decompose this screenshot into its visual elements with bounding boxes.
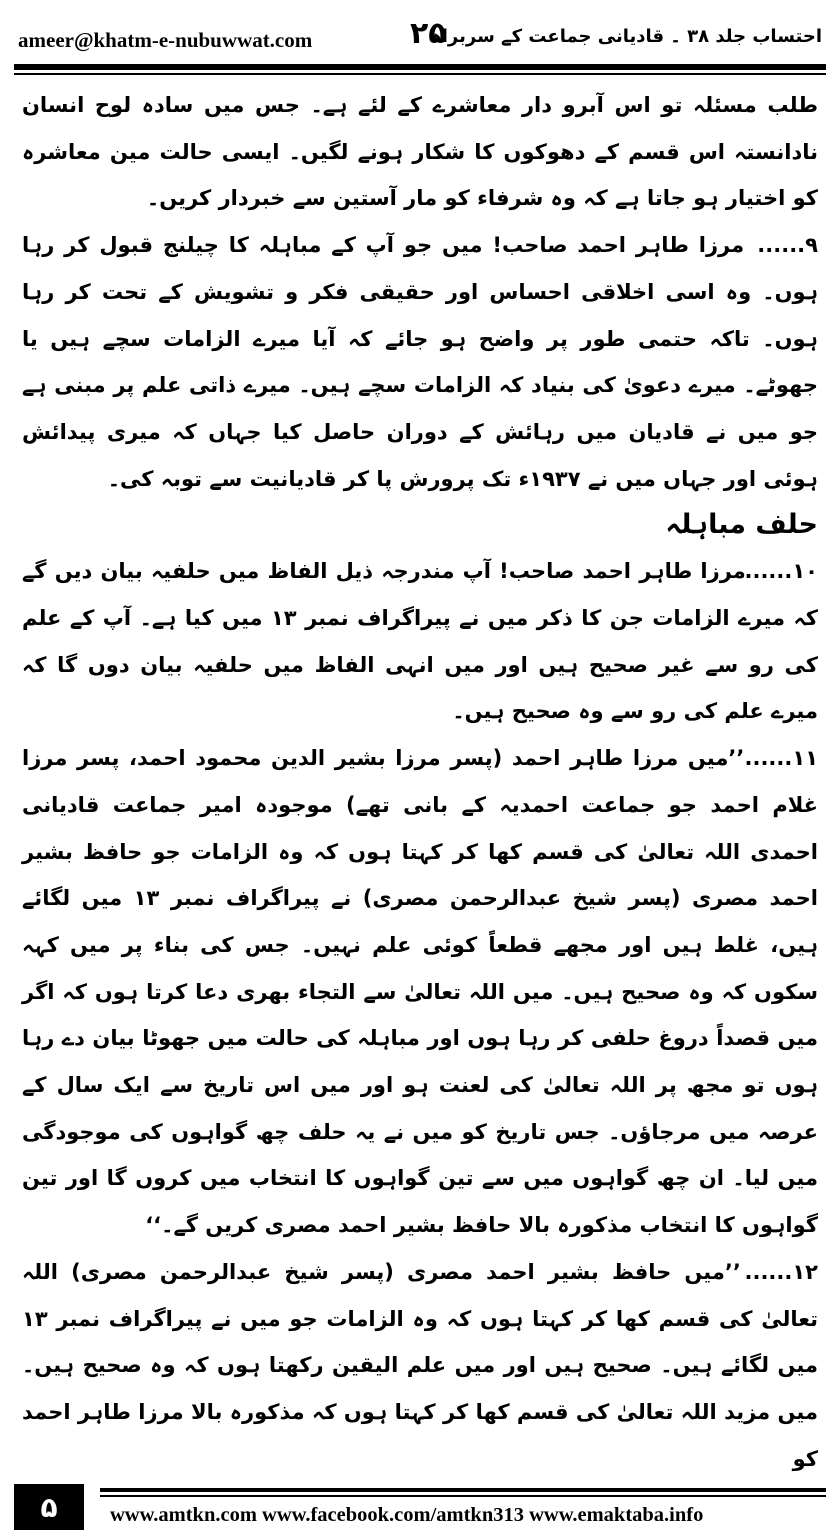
header-rule-thin (14, 73, 826, 75)
page-body (22, 82, 819, 1471)
header-book-title: احتساب جلد ۳۸ ۔ قادیانی جماعت کے سربراہ (431, 26, 822, 47)
page-header (10, 14, 830, 56)
paragraph-item-9 (22, 222, 818, 502)
header-email: ameer@khatm-e-nubuwwat.com (18, 28, 313, 52)
paragraph-item-11 (22, 735, 818, 1249)
header-rule-thick (14, 64, 826, 70)
paragraph-item-12 (22, 1249, 818, 1483)
item-text-10: مرزا طاہر احمد صاحب! آپ مندرجہ ذیل الفاظ میں حلفیہ بیان دیں گے کہ میرے الزامات جن کا ذکر میں نے پیراگراف نمبر ۱۳ میں کیا ہے۔ آپ کے علم کی رو سے غیر صحیح ہیں اور میں انہی الفاظ میں حلفیہ بیان دوں گا کہ میرے علم کی رو سے وہ صحیح ہیں۔ (22, 559, 818, 724)
item-number-12: ۱۲...... (744, 1259, 818, 1284)
item-number-11: ۱۱...... (744, 746, 819, 771)
header-page-number: ۲۵ (410, 16, 447, 51)
paragraph-item-10 (22, 548, 818, 735)
item-text-9: مرزا طاہر احمد صاحب! میں جو آپ کے مباہلہ کا چیلنج قبول کر رہا ہوں۔ وہ اسی اخلاقی احساس اور حقیقی فکر و تشویش کے تحت کر رہا ہوں۔ تاکہ حتمی طور پر واضح ہو جائے کہ آیا میرے الزامات سچے ہیں یا جھوٹے۔ میرے دعویٰ کی بنیاد کہ الزامات سچے ہیں۔ میرے ذاتی علم پر مبنی ہے جو میں نے قادیان میں رہائش کے دوران حاصل کیا جہاں کہ میری پیدائش ہوئی اور جہاں میں نے ۱۹۳۷ء تک پرورش پا کر قادیانیت سے توبہ کی۔ (22, 233, 818, 491)
item-number-9: ۹...... (757, 233, 818, 258)
footer-rule-thick (100, 1488, 826, 1492)
section-heading: حلف مباہلہ (665, 509, 818, 541)
item-text-11: ’’میں مرزا طاہر احمد (پسر مرزا بشیر الدین محمود احمد، پسر مرزا غلام احمد جو جماعت احمدیہ کے بانی تھے) موجودہ امیر جماعت قادیانی احمدی اللہ تعالیٰ کی قسم کھا کر کہتا ہوں کہ وہ الزامات جو حافظ بشیر احمد مصری (پسر شیخ عبدالرحمن مصری) نے پیراگراف نمبر ۱۳ میں لگائے ہیں، غلط ہیں اور مجھے قطعاً کوئی علم نہیں۔ جس کی بناء پر میں کہہ سکوں کہ وہ صحیح ہیں۔ میں اللہ تعالیٰ سے التجاء بھری دعا کرتا ہوں کہ اگر میں قصداً دروغ حلفی کر رہا ہوں اور مباہلہ کی حالت میں جھوٹا بیان دے رہا ہوں تو مجھ پر اللہ تعالیٰ کی لعنت ہو اور میں اس تاریخ سے ایک سال کے عرصہ میں مرجاؤں۔ جس تاریخ کو میں نے یہ حلف چھ گواہوں کی موجودگی میں لیا۔ ان چھ گواہوں میں سے تین گواہوں کا انتخاب میں کروں گا اور تین گواہوں کا انتخاب مذکورہ بالا حافظ بشیر احمد مصری کریں گے۔‘‘ (22, 746, 818, 1238)
paragraph-intro: طلب مسئلہ تو اس آبرو دار معاشرے کے لئے ہے۔ جس میں سادہ لوح انسان نادانستہ اس قسم کے دھوکوں کا شکار ہونے لگیں۔ ایسی حالت مین معاشرہ کو اختیار ہو جاتا ہے کہ وہ شرفاء کو مار آستین سے خبردار کریں۔ (22, 93, 818, 211)
footer-page-badge: ۵ (14, 1484, 84, 1530)
footer-rule-thin (100, 1495, 826, 1497)
item-number-10: ۱۰...... (744, 559, 818, 584)
item-text-12: ’’میں حافظ بشیر احمد مصری (پسر شیخ عبدالرحمن مصری) اللہ تعالیٰ کی قسم کھا کر کہتا ہوں کہ وہ الزامات جو میں نے پیراگراف نمبر ۱۳ میں لگائے ہیں۔ صحیح ہیں اور میں علم الیقین رکھتا ہوں کہ وہ صحیح ہیں۔ میں مزید اللہ تعالیٰ کی قسم کھا کر کہتا ہوں کہ مذکورہ بالا مرزا طاہر احمد کو (22, 1259, 818, 1471)
footer-urls: www.amtkn.com www.facebook.com/amtkn313 www.emaktaba.info (110, 1504, 704, 1526)
